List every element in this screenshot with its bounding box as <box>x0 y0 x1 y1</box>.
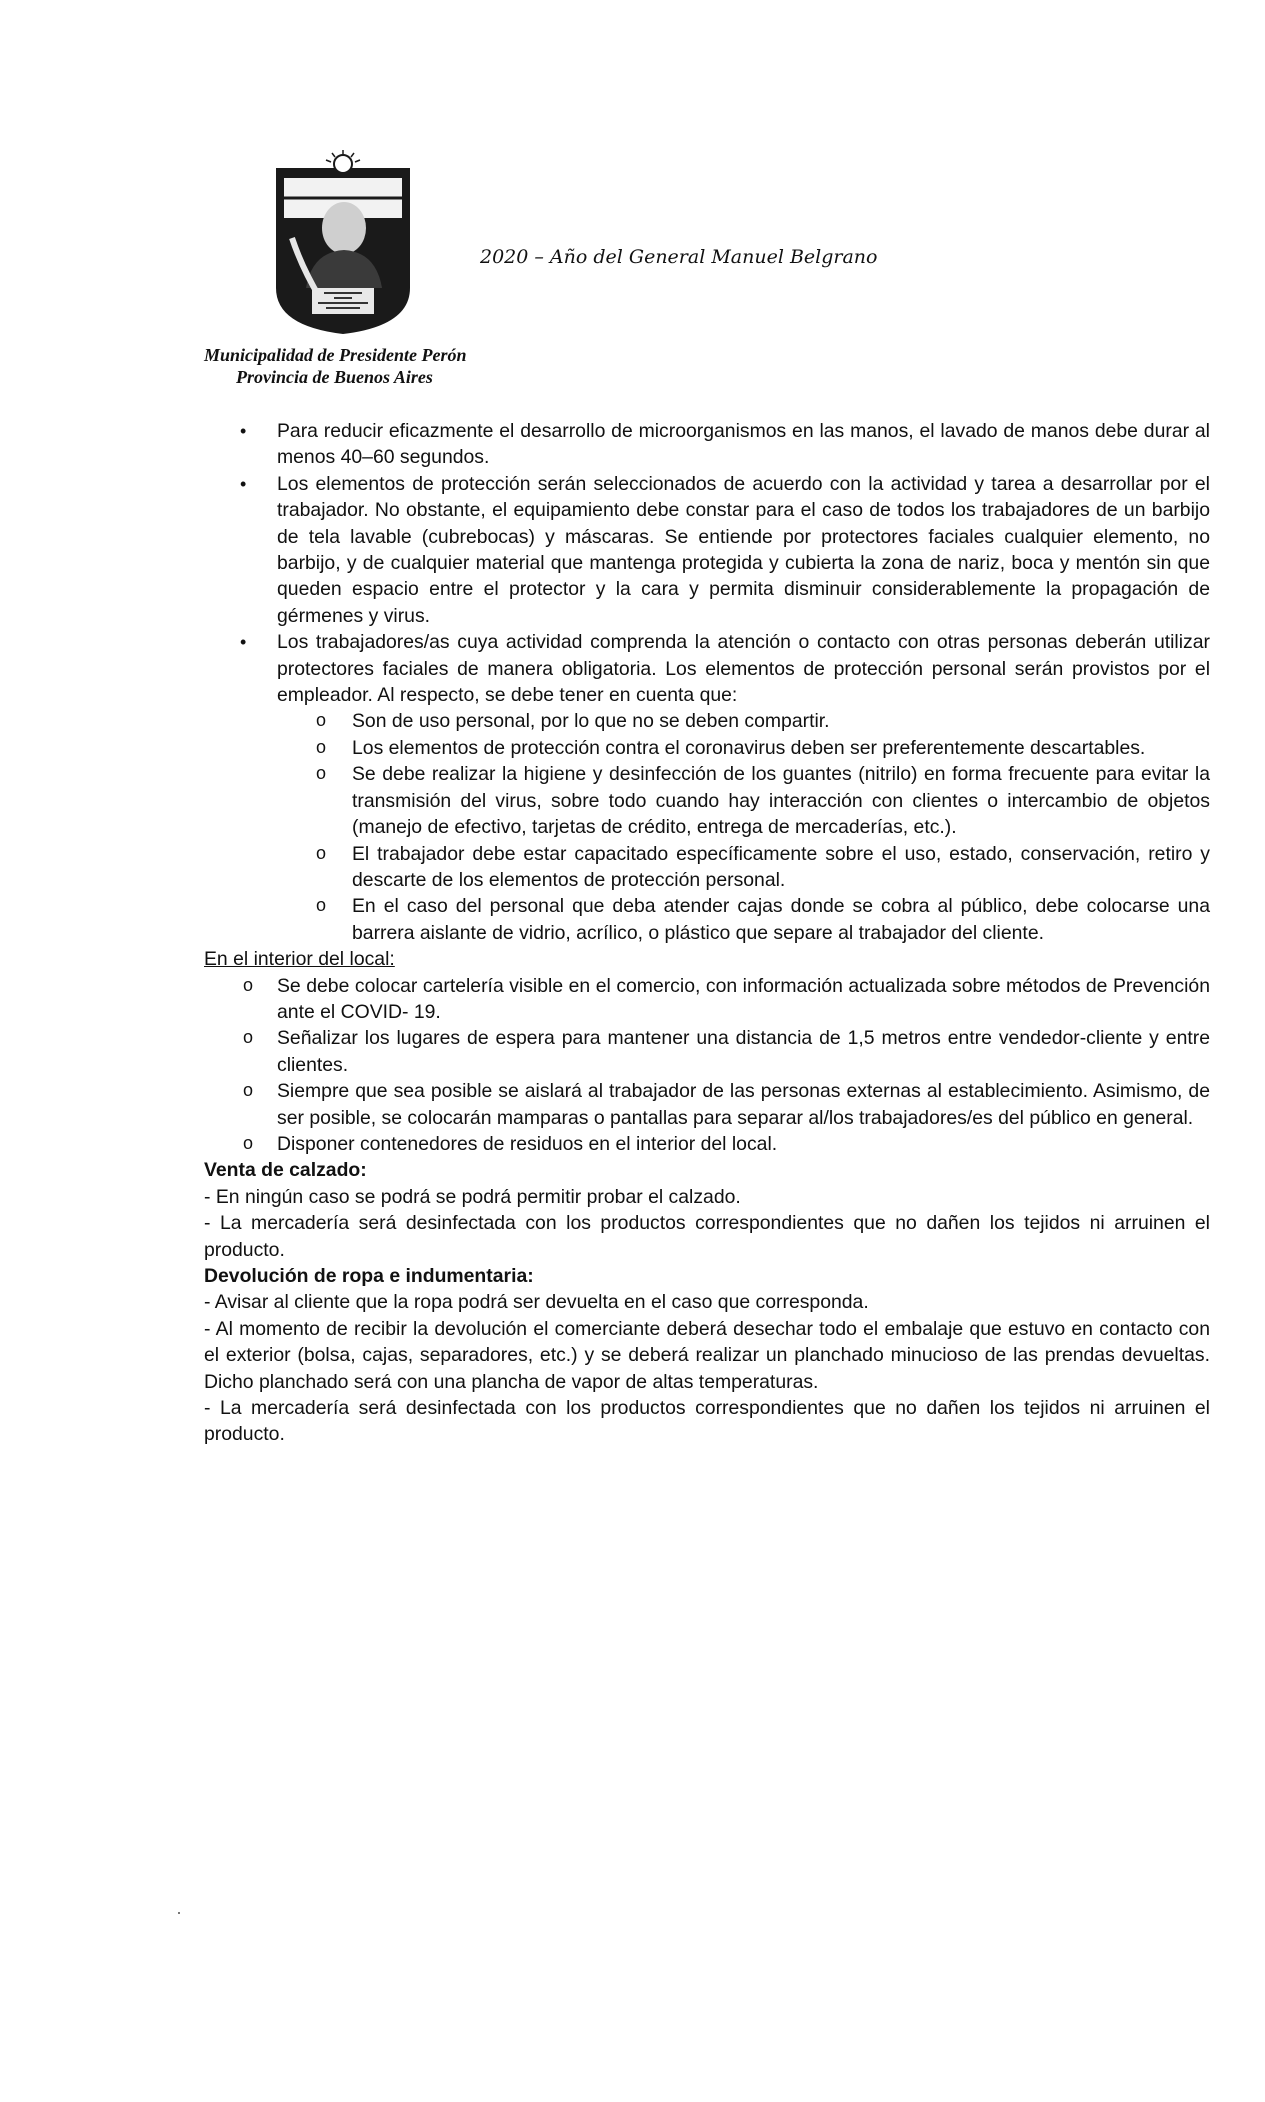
calzado-line: - La mercadería será desinfectada con los productos correspondientes que no dañen los tejidos ni arruinen el producto. <box>204 1212 1210 1261</box>
interior-heading: En el interior del local: <box>204 948 395 971</box>
devolucion-heading: Devolución de ropa e indumentaria: <box>204 1265 534 1287</box>
municipality-name: Municipalidad de Presidente Perón <box>204 345 467 365</box>
interior-item: o Disponer contenedores de residuos en el interior del local. <box>204 1131 1210 1157</box>
interior-item: o Señalizar los lugares de espera para mantener una distancia de 1,5 metros entre vendedor-cliente y entre clientes. <box>204 1025 1210 1078</box>
devolucion-line: - La mercadería será desinfectada con los productos correspondientes que no dañen los tejidos ni arruinen el producto. <box>204 1397 1210 1446</box>
calzado-line: - En ningún caso se podrá se podrá permitir probar el calzado. <box>204 1185 741 1208</box>
devolucion-line: - Avisar al cliente que la ropa podrá ser devuelta en el caso que corresponda. <box>204 1291 869 1314</box>
sub-bullet-item: o Los elementos de protección contra el coronavirus deben ser preferentemente descartables. <box>204 735 1210 761</box>
municipal-crest-logo <box>272 148 414 336</box>
year-motto: 2020 – Año del General Manuel Belgrano <box>480 246 878 268</box>
interior-list <box>204 973 1210 1158</box>
bullet-text: Los trabajadores/as cuya actividad comprenda la atención o contacto con otras personas deberán utilizar protectores faciales de manera obligatoria. Los elementos de protección personal serán provistos por el empleador. Al respecto, se debe tener en cuenta que: <box>277 631 1210 707</box>
interior-item: o Siempre que sea posible se aislará al trabajador de las personas externas al establecimiento. Asimismo, de ser posible, se colocarán mamparas o pantallas para separar al/los trabajadores/es del público en general. <box>204 1078 1210 1131</box>
sub-bullet-list <box>277 708 1210 946</box>
document-body <box>204 418 1210 1448</box>
province-name: Provincia de Buenos Aires <box>236 367 433 387</box>
sub-bullet-item: o El trabajador debe estar capacitado específicamente sobre el uso, estado, conservación, retiro y descarte de los elementos de protección personal. <box>204 841 1210 894</box>
sub-bullet-item: o En el caso del personal que deba atender cajas donde se cobra al público, debe colocarse una barrera aislante de vidrio, acrílico, o plástico que separe al trabajador del cliente. <box>204 893 1210 946</box>
municipality-heading <box>204 344 467 388</box>
bullet-item: • Los elementos de protección serán seleccionados de acuerdo con la actividad y tarea a desarrollar por el trabajador. No obstante, el equipamiento debe constar para el caso de todos los trabajadores de un barbijo de tela lavable (cubrebocas) y máscaras. Se entiende por protectores faciales cualquier elemento, no barbijo, y de cualquier material que mantenga protegida y cubierta la zona de nariz, boca y mentón sin que queden espacio entre el protector y la cara y permita disminuir considerablemente la propagación de gérmenes y virus. <box>204 471 1210 629</box>
bullet-item: • Para reducir eficazmente el desarrollo de microorganismos en las manos, el lavado de manos debe durar al menos 40–60 segundos. <box>204 418 1210 471</box>
calzado-heading: Venta de calzado: <box>204 1159 367 1182</box>
scan-speck <box>178 1912 180 1914</box>
bullet-item <box>204 629 1210 946</box>
devolucion-line: - Al momento de recibir la devolución el comerciante deberá desechar todo el embalaje que estuvo en contacto con el exterior (bolsa, cajas, separadores, etc.) y se deberá realizar un planchado minucioso de las prendas devueltas. Dicho planchado será con una plancha de vapor de altas temperaturas. <box>204 1317 1210 1393</box>
bullet-list <box>204 418 1210 946</box>
sub-bullet-item: o Son de uso personal, por lo que no se deben compartir. <box>204 708 1210 734</box>
interior-item: o Se debe colocar cartelería visible en el comercio, con información actualizada sobre métodos de Prevención ante el COVID- 19. <box>204 973 1210 1026</box>
sub-bullet-item: o Se debe realizar la higiene y desinfección de los guantes (nitrilo) en forma frecuente para evitar la transmisión del virus, sobre todo cuando hay interacción con clientes o intercambio de objetos (manejo de efectivo, tarjetas de crédito, entrega de mercaderías, etc.). <box>204 761 1210 840</box>
